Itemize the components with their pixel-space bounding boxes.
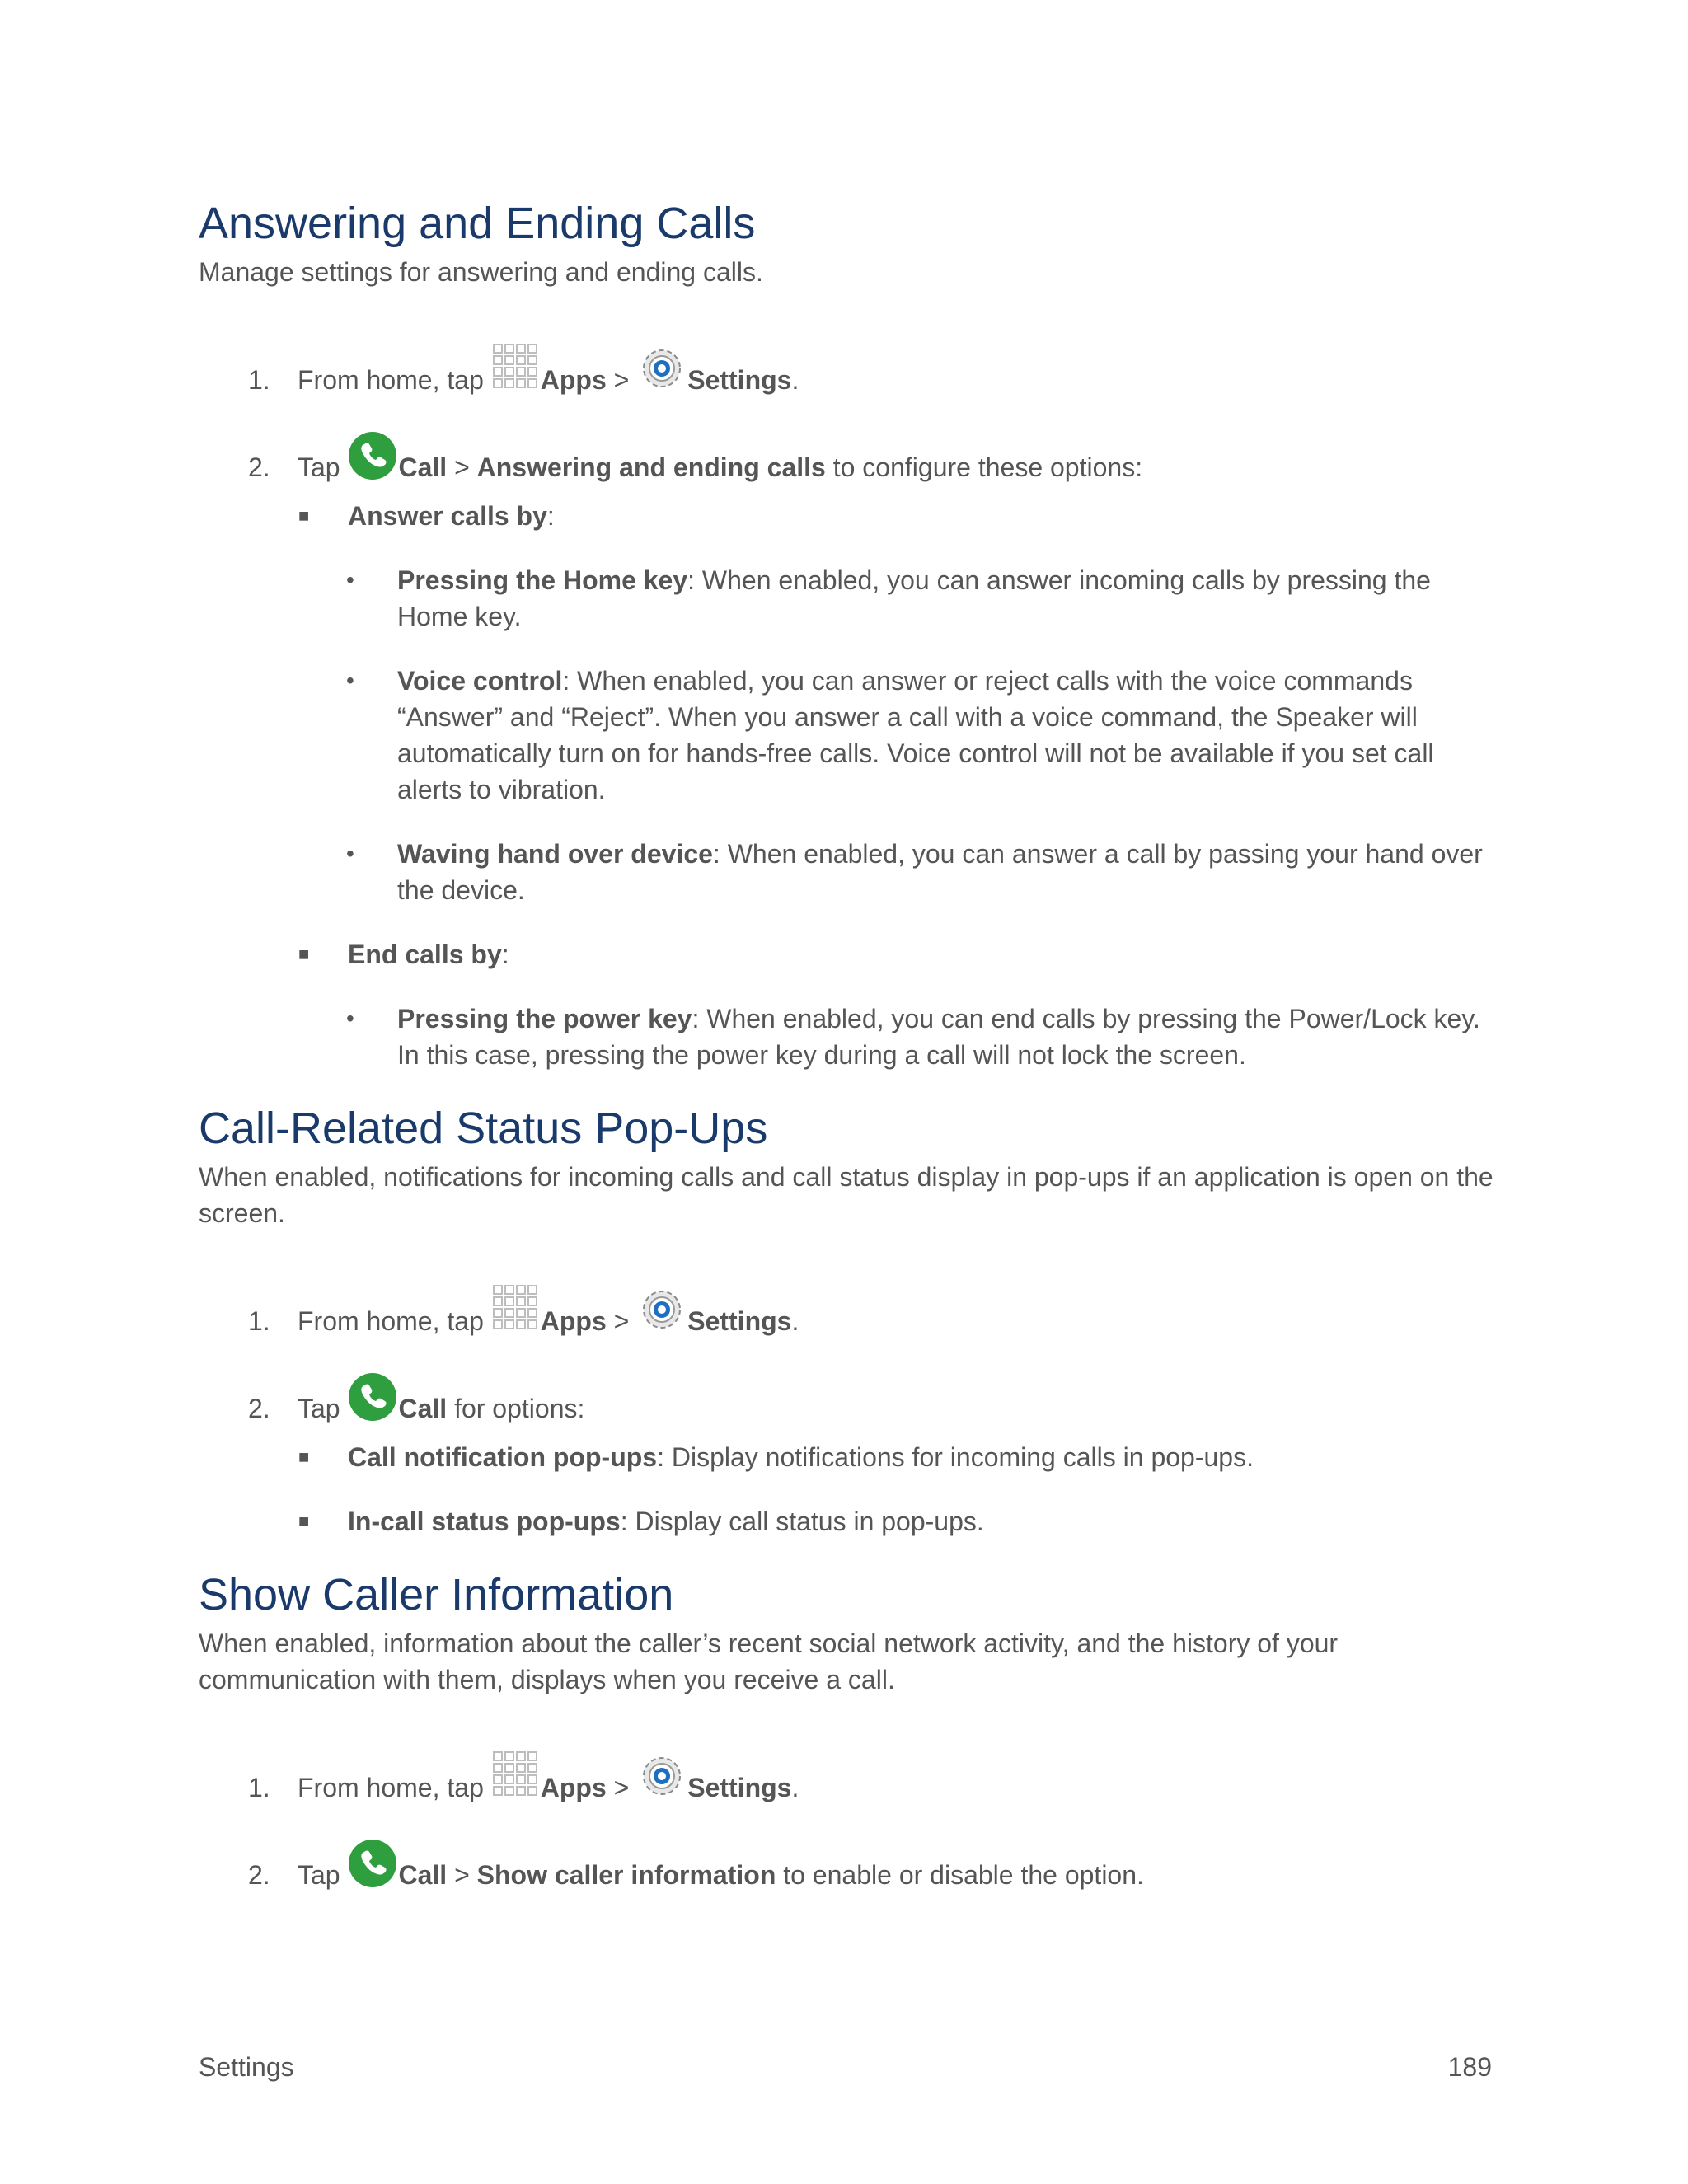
section-title: Call-Related Status Pop-Ups xyxy=(199,1104,768,1153)
phone-call-icon xyxy=(347,430,398,490)
footer-section-name: Settings xyxy=(199,2052,294,2082)
bullet-item: • Waving hand over device: When enabled, you can answer a call by passing your hand over the device. xyxy=(346,836,1500,908)
section-intro: When enabled, information about the caller’s recent social network activity, and the history of your communication with them, displays when you receive a call. xyxy=(199,1629,1339,1694)
square-bullet-icon: ■ xyxy=(298,1446,310,1467)
bullet-item: • Pressing the power key: When enabled, you can end calls by pressing the Power/Lock key. In this case, pressing the power key during a call will not lock the screen. xyxy=(346,1001,1500,1073)
square-bullet-icon: ■ xyxy=(298,505,310,526)
apps-grid-icon xyxy=(491,1749,541,1811)
bullet-icon: • xyxy=(346,668,354,693)
phone-call-icon xyxy=(347,1838,398,1898)
step-2: 2. Tap Call > Show caller information to enable or disable the option. xyxy=(248,1838,1144,1898)
apps-grid-icon xyxy=(491,1282,541,1344)
square-bullet-icon: ■ xyxy=(298,944,310,964)
bullet-icon: • xyxy=(346,567,354,593)
bullet-item: • Pressing the Home key: When enabled, you can answer incoming calls by pressing the Home key. xyxy=(346,562,1500,635)
settings-gear-icon xyxy=(636,1750,687,1811)
phone-call-icon xyxy=(347,1371,398,1432)
option-item: ■ In-call status pop-ups: Display call status in pop-ups. xyxy=(298,1503,984,1540)
step-1: 1. From home, tap Apps > Settings. xyxy=(248,1282,799,1344)
apps-grid-icon xyxy=(491,341,541,403)
section-title: Show Caller Information xyxy=(199,1570,674,1619)
section-intro: Manage settings for answering and ending calls. xyxy=(199,257,763,287)
settings-gear-icon xyxy=(636,343,687,403)
option-item: ■ Call notification pop-ups: Display notifications for incoming calls in pop-ups. xyxy=(298,1439,1254,1475)
option-group: ■ Answer calls by: xyxy=(298,498,555,534)
step-1: 1. From home, tap Apps > Settings. xyxy=(248,1749,799,1811)
step-2: 2. Tap Call for options: xyxy=(248,1371,584,1432)
step-2: 2. Tap Call > Answering and ending calls to configure these options: xyxy=(248,430,1142,490)
settings-gear-icon xyxy=(636,1284,687,1344)
square-bullet-icon: ■ xyxy=(298,1511,310,1531)
footer-page-number: 189 xyxy=(1447,2052,1492,2082)
bullet-icon: • xyxy=(346,841,354,866)
bullet-item: • Voice control: When enabled, you can answer or reject calls with the voice commands “Answer” and “Reject”. When you answer a call with a voice command, the Speaker will automatically turn on for hands-free calls. Voice control will not be available if you set call alerts to vibration. xyxy=(346,663,1500,808)
section-intro: When enabled, notifications for incoming calls and call status display in pop-ups if an application is open on the screen. xyxy=(199,1162,1493,1228)
section-title: Answering and Ending Calls xyxy=(199,199,756,248)
bullet-icon: • xyxy=(346,1005,354,1031)
step-1: 1. From home, tap Apps > Settings. xyxy=(248,341,799,403)
option-group: ■ End calls by: xyxy=(298,936,509,972)
